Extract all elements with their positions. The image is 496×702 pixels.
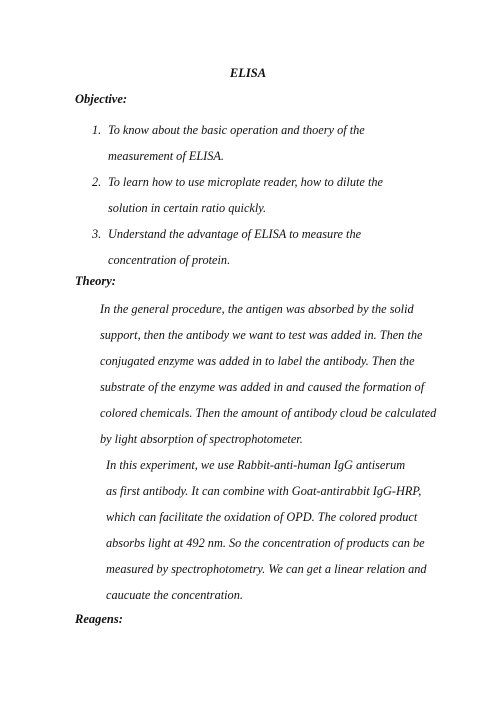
objective-item-text: concentration of protein.	[108, 253, 231, 267]
paragraph-line: measured by spectrophotometry. We can get a linear relation and	[106, 562, 427, 576]
objective-list	[75, 117, 435, 273]
paragraph-line: substrate of the enzyme was added in and caused the formation of	[100, 380, 425, 394]
objective-heading: Objective:	[75, 92, 128, 106]
paragraph-line: support, then the antibody we want to test was added in. Then the	[100, 328, 423, 342]
reagents-heading: Reagens:	[75, 612, 123, 626]
theory-paragraph-1	[75, 296, 437, 452]
objective-item-1	[75, 117, 435, 169]
objective-item-number: 2.	[92, 175, 102, 189]
objective-item-number: 3.	[92, 227, 102, 241]
paragraph-line: as first antibody. It can combine with Goat-antirabbit IgG-HRP,	[106, 484, 422, 498]
objective-item-text: To learn how to use microplate reader, how to dilute the	[108, 175, 383, 189]
objective-item-3	[75, 221, 435, 273]
objective-item-number: 1.	[92, 123, 102, 137]
theory-heading: Theory:	[75, 274, 116, 288]
document-title: ELISA	[229, 66, 267, 80]
objective-item-text: solution in certain ratio quickly.	[108, 201, 267, 215]
objective-item-text: measurement of ELISA.	[108, 149, 225, 163]
paragraph-line: colored chemicals. Then the amount of antibody cloud be calculated	[100, 406, 437, 420]
paragraph-line: In the general procedure, the antigen was absorbed by the solid	[100, 302, 414, 316]
paragraph-line: absorbs light at 492 nm. So the concentration of products can be	[106, 536, 425, 550]
theory-paragraph-2	[75, 452, 427, 608]
paragraph-line: conjugated enzyme was added in to label the antibody. Then the	[100, 354, 415, 368]
paragraph-line: by light absorption of spectrophotometer.	[100, 432, 303, 446]
objective-item-2	[75, 169, 435, 221]
paragraph-line: caucuate the concentration.	[106, 588, 243, 602]
objective-item-text: Understand the advantage of ELISA to measure the	[108, 227, 362, 241]
paragraph-line: which can facilitate the oxidation of OPD. The colored product	[106, 510, 418, 524]
objective-item-text: To know about the basic operation and thoery of the	[108, 123, 365, 137]
paragraph-line: In this experiment, we use Rabbit-anti-human IgG antiserum	[106, 458, 406, 472]
